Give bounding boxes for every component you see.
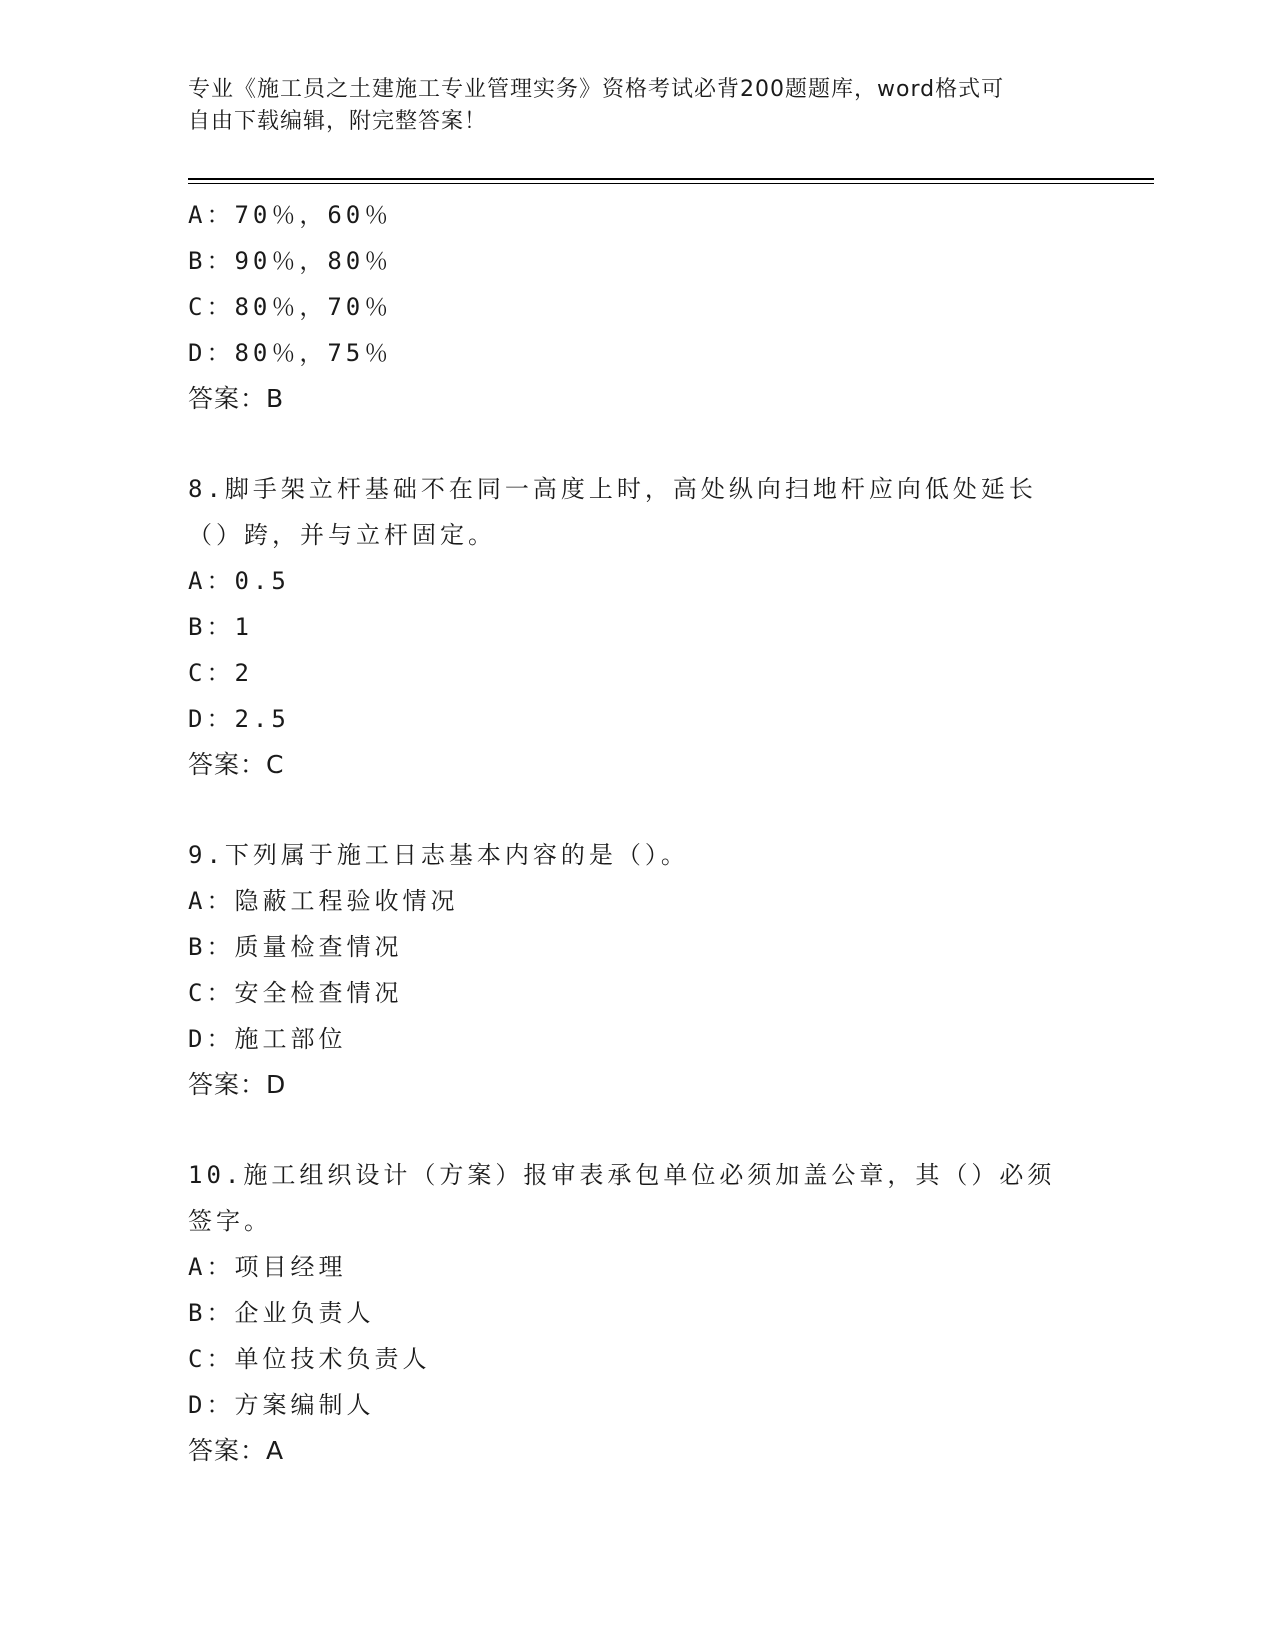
option-d: D：80％，75％ — [188, 339, 393, 367]
option-b: B：90％，80％ — [188, 247, 393, 275]
question-8 — [188, 466, 1108, 788]
option-d: D：施工部位 — [188, 1025, 347, 1053]
spacer — [188, 1108, 1108, 1152]
question-text: 8.脚手架立杆基础不在同一高度上时，高处纵向扫地杆应向低处延长 — [188, 475, 1037, 503]
question-text-continued: 签字。 — [188, 1207, 272, 1235]
answer: 答案：C — [188, 750, 285, 779]
option-b: B：质量检查情况 — [188, 933, 403, 961]
option-c: C：安全检查情况 — [188, 979, 403, 1007]
question-9 — [188, 832, 1108, 1108]
answer: 答案：B — [188, 384, 285, 413]
question-text: 10.施工组织设计（方案）报审表承包单位必须加盖公章，其（）必须 — [188, 1161, 1056, 1189]
option-c: C：80％，70％ — [188, 293, 393, 321]
header-divider-thin — [188, 183, 1154, 184]
option-a: A：项目经理 — [188, 1253, 347, 1281]
option-c: C：2 — [188, 659, 253, 687]
option-a: A：70％，60％ — [188, 201, 393, 229]
answer: 答案：D — [188, 1070, 287, 1099]
option-c: C：单位技术负责人 — [188, 1345, 431, 1373]
spacer — [188, 788, 1108, 832]
question-text-continued: （）跨，并与立杆固定。 — [188, 521, 496, 549]
question-list — [188, 192, 1108, 1474]
question-10 — [188, 1152, 1108, 1474]
document-header: 专业《施工员之土建施工专业管理实务》资格考试必背200题题库，word格式可 自由下载编辑，附完整答案！ — [188, 77, 1005, 134]
header-divider-thick — [188, 178, 1154, 180]
answer: 答案：A — [188, 1436, 285, 1465]
option-a: A：隐蔽工程验收情况 — [188, 887, 459, 915]
question-7 — [188, 192, 1108, 422]
option-d: D：2.5 — [188, 705, 290, 733]
question-text: 9.下列属于施工日志基本内容的是（）。 — [188, 841, 689, 869]
option-d: D：方案编制人 — [188, 1391, 375, 1419]
option-b: B：1 — [188, 613, 253, 641]
spacer — [188, 422, 1108, 466]
option-b: B：企业负责人 — [188, 1299, 375, 1327]
option-a: A：0.5 — [188, 567, 290, 595]
